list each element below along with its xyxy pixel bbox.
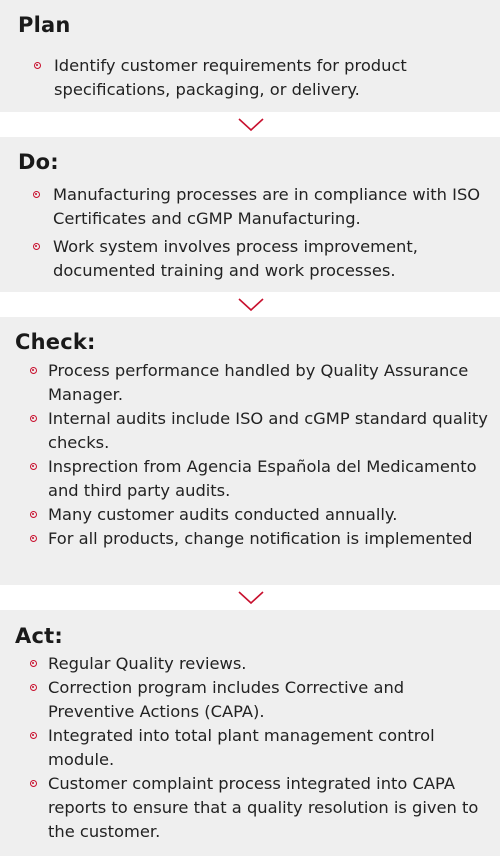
- list-item: [48, 652, 494, 676]
- list-item: [48, 527, 494, 551]
- ring-bullet-icon: [30, 780, 37, 787]
- ring-bullet-icon: [30, 684, 37, 691]
- ring-bullet-icon: [34, 62, 41, 69]
- ring-bullet-icon: [30, 535, 37, 542]
- list-item-text: Identify customer requirements for product specifications, packaging, or delivery.: [54, 56, 407, 99]
- check-heading: Check:: [15, 330, 96, 354]
- list-item: [48, 455, 494, 503]
- plan-heading: Plan: [18, 13, 71, 37]
- list-item-text: Internal audits include ISO and cGMP standard quality checks.: [48, 409, 488, 452]
- list-item: [54, 54, 494, 102]
- list-item-text: Integrated into total plant management control module.: [48, 726, 435, 769]
- do-section: [0, 137, 500, 292]
- chevron-down-icon: [238, 118, 264, 132]
- ring-bullet-icon: [30, 415, 37, 422]
- ring-bullet-icon: [30, 463, 37, 470]
- list-item: [53, 235, 493, 283]
- check-section: [0, 317, 500, 585]
- list-item-text: Manufacturing processes are in compliance with ISO Certificates and cGMP Manufacturing.: [53, 185, 481, 228]
- list-item-text: Correction program includes Corrective and Preventive Actions (CAPA).: [48, 678, 405, 721]
- list-item-text: Regular Quality reviews.: [48, 654, 247, 673]
- act-heading: Act:: [15, 624, 63, 648]
- list-item-text: Customer complaint process integrated into CAPA reports to ensure that a quality resolution is given to the customer.: [48, 774, 479, 841]
- list-item: [48, 676, 494, 724]
- act-section: [0, 610, 500, 856]
- act-list: [48, 652, 494, 844]
- list-item: [48, 407, 494, 455]
- list-item-text: Process performance handled by Quality Assurance Manager.: [48, 361, 469, 404]
- list-item: [48, 503, 494, 527]
- do-heading: Do:: [18, 150, 59, 174]
- list-item-text: Insprection from Agencia Española del Medicamento and third party audits.: [48, 457, 477, 500]
- plan-list: [54, 54, 494, 102]
- plan-section: [0, 0, 500, 112]
- list-item: [53, 183, 493, 231]
- ring-bullet-icon: [30, 732, 37, 739]
- ring-bullet-icon: [30, 511, 37, 518]
- check-list: [48, 359, 494, 551]
- do-list: [53, 183, 493, 283]
- ring-bullet-icon: [33, 191, 40, 198]
- list-item: [48, 772, 494, 844]
- ring-bullet-icon: [30, 660, 37, 667]
- chevron-down-icon: [238, 298, 264, 312]
- ring-bullet-icon: [33, 243, 40, 250]
- chevron-down-icon: [238, 591, 264, 605]
- list-item: [48, 724, 494, 772]
- ring-bullet-icon: [30, 367, 37, 374]
- list-item: [48, 359, 494, 407]
- list-item-text: Work system involves process improvement, documented training and work processes.: [53, 237, 418, 280]
- list-item-text: For all products, change notification is implemented: [48, 529, 473, 548]
- list-item-text: Many customer audits conducted annually.: [48, 505, 398, 524]
